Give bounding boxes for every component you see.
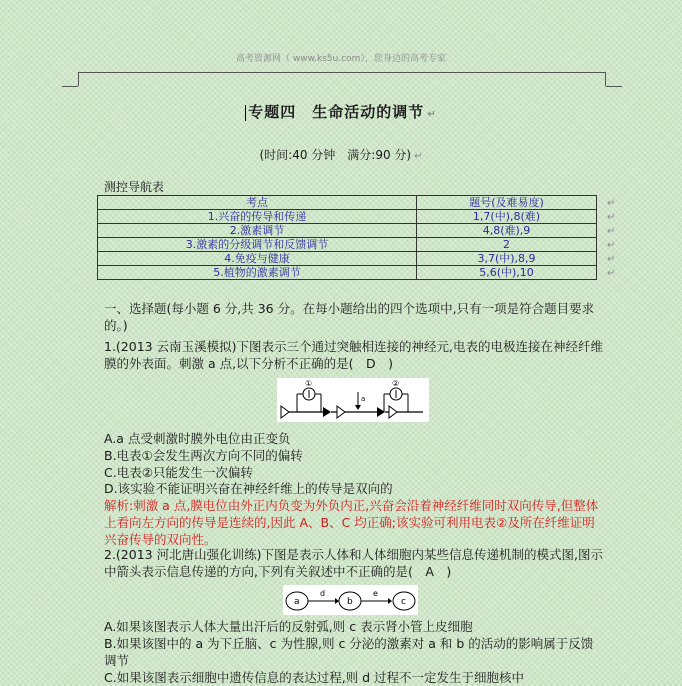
table-cell: 2.激素调节 [98,224,417,238]
table-header-row [98,196,597,210]
q1-analysis: 解析:刺激 a 点,膜电位由外正内负变为外负内正,兴奋会沿着神经纤维同时双向传导,但整体上看向左方向的传导是连续的,因此 A、B、C 均正确;该实验可利用电表②及所在纤维证明兴奋传导的双向性。 [104,498,599,547]
header-rule [78,72,606,73]
paragraph-mark: ↵ [607,254,616,265]
question-2-stem: 2.(2013 河北唐山强化训练)下图是表示人体和人体细胞内某些信息传递机制的模式图,图示中箭头表示信息传递的方向,下列有关叙述中不正确的是( A ) [104,547,603,579]
table-header-cell: 题号(及难易度) [417,196,597,210]
corner-mark-left-h [62,86,78,87]
page-header: 高考资源网（ www.ks5u.com），您身边的高考专家 [236,54,446,64]
nav-table [97,195,597,280]
subtitle: (时间:40 分钟 满分:90 分) ↵ [259,148,423,162]
table-cell: 5.植物的激素调节 [98,266,417,280]
table-cell: 4,8(难),9 [417,224,597,238]
table-row [98,266,597,280]
node-a: a [294,597,300,607]
paragraph-mark: ↵ [607,268,616,279]
title-text: 专题四 生命活动的调节 [248,103,425,121]
text-cursor [245,105,246,121]
node-c: c [401,597,406,607]
q2-option-c: C.如果该图表示细胞中遗传信息的表达过程,则 d 过程不一定发生于细胞核中 [104,670,525,685]
corner-mark-right-h [606,86,622,87]
table-header-cell: 考点 [98,196,417,210]
node-b: b [347,597,353,607]
table-row [98,238,597,252]
page-title: 专题四 生命活动的调节 ↵ [0,101,682,122]
q1-option-a: A.a 点受刺激时膜外电位由正变负 [104,431,291,446]
paragraph-mark: ↵ [607,198,616,209]
paragraph-mark: ↵ [607,212,616,223]
table-cell: 5,6(中),10 [417,266,597,280]
meter-1-label: ① [305,379,313,388]
section-heading: 一、选择题(每小题 6 分,共 36 分。在每小题给出的四个选项中,只有一项是符合题目要求的。) [104,301,595,333]
table-row [98,210,597,224]
table-cell: 3,7(中),8,9 [417,252,597,266]
arrow-d-label: d [320,589,326,598]
paragraph-mark: ↵ [607,226,616,237]
subtitle-text: (时间:40 分钟 满分:90 分) [259,148,412,162]
table-cell: 1.兴奋的传导和传递 [98,210,417,224]
table-row [98,224,597,238]
table-cell: 2 [417,238,597,252]
q1-option-c: C.电表②只能发生一次偏转 [104,465,253,480]
table-cell: 4.免疫与健康 [98,252,417,266]
table-cell: 1,7(中),8(难) [417,210,597,224]
q1-option-d: D.该实验不能证明兴奋在神经纤维上的传导是双向的 [104,481,393,496]
q1-option-b: B.电表①会发生两次方向不同的偏转 [104,448,303,463]
neuron-diagram [277,378,429,422]
nav-table-label: 测控导航表 [104,180,165,194]
table-cell: 3.激素的分级调节和反馈调节 [98,238,417,252]
q2-option-a: A.如果该图表示人体大量出汗后的反射弧,则 c 表示肾小管上皮细胞 [104,619,473,634]
arrow-e-label: e [373,589,378,598]
question-1-stem: 1.(2013 云南玉溪模拟)下图表示三个通过突触相连接的神经元,电表的电极连接在神经纤维膜的外表面。刺激 a 点,以下分析不正确的是( D ) [104,339,603,371]
table-row [98,252,597,266]
q2-option-b: B.如果该图中的 a 为下丘脑、c 为性腺,则 c 分泌的激素对 a 和 b 的活动的影响属于反馈调节 [104,636,594,668]
corner-mark-left [78,72,79,86]
point-a-label: a [361,395,366,403]
signal-diagram [283,585,418,615]
corner-mark-right [605,72,606,86]
meter-2-label: ② [392,379,400,388]
paragraph-mark: ↵ [607,240,616,251]
